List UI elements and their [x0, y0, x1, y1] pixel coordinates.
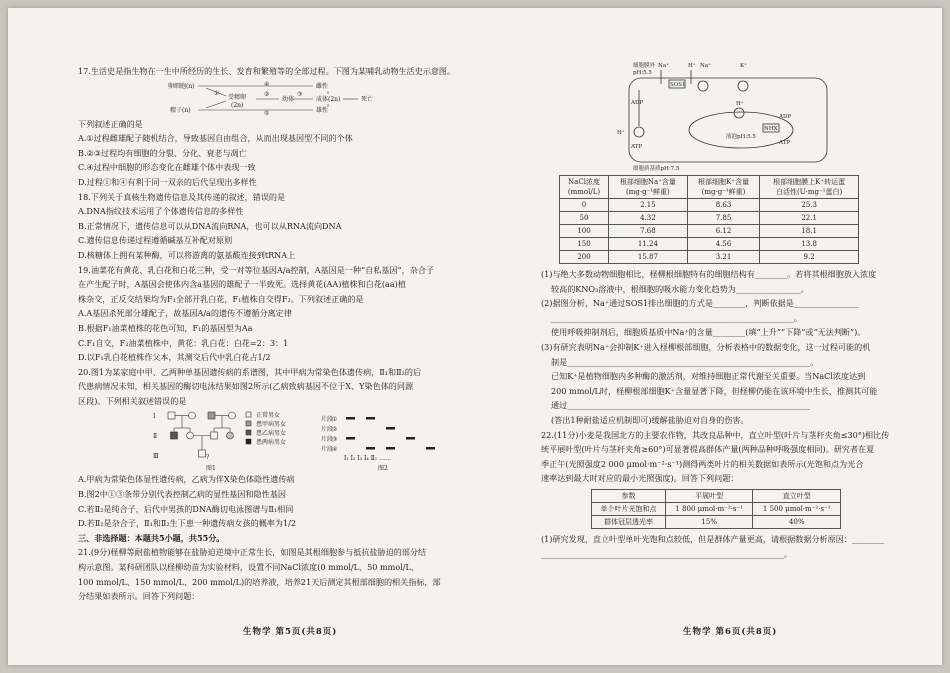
- q17-option-c: C.④过程中细胞的形态变化在雌雄个体中表现一致: [78, 162, 256, 173]
- cell-outside: 细胞膜外: [633, 63, 656, 69]
- q19-stem-1: 19.油菜花有黄花、乳白花和白花三种，受一对等位基因A/a控制，A基因是一种“自私基因”，杂合子: [78, 264, 435, 275]
- q22-stem-2: 统平展叶型(叶片与茎秆夹角≥60°)可显著提高群体产量(两种品种呼吸强度相同)。研究者在夏: [541, 444, 875, 455]
- left-page: [78, 64, 476, 604]
- q19-option-b: B.根据F₁油菜植株的花色可知，F₁的基因型为Aa: [78, 322, 253, 333]
- right-page: [541, 60, 921, 561]
- fig2-n4: ④: [332, 446, 338, 454]
- cell-na-top: Na⁺: [658, 63, 669, 69]
- pedigree-gen3: Ⅲ: [153, 453, 159, 461]
- footer-page-5: 生物学 第5页(共8页): [243, 627, 338, 637]
- pedigree-question: ?: [206, 454, 210, 462]
- fig2-n1: ①: [332, 416, 338, 424]
- nacl-table: [559, 175, 859, 264]
- q21-part-2a: (2)据图分析，Na⁺通过SOS1排出细胞的方式是________，判断依据是________________: [541, 298, 859, 309]
- q18-option-d: D.核糖体上拥有某种酶，可以将游离的氨基酸连接到tRNA上: [78, 249, 296, 260]
- legend-sq3: [246, 430, 251, 435]
- pedigree-gen2: Ⅱ: [153, 433, 158, 441]
- q21-part-2c: 使用呼吸抑制剂后，细胞质基质中Na⁺的含量________(填“上升”“下降”或“无法判断”)。: [551, 327, 866, 338]
- th-param: 参数: [592, 489, 666, 502]
- legend-a: 患甲病男女: [256, 421, 287, 429]
- q21-part-3f: (答出1种耐盐适应机制即可)缓解盐胁迫对自身的伤害。: [551, 414, 749, 425]
- dia-egg: 卵细胞(n): [168, 82, 195, 90]
- ped-ii-b: [227, 432, 234, 439]
- ped-i3: [208, 412, 215, 419]
- th-protein: 根部细胞膜上K⁺转运蛋 白活性(U·mg⁻¹蛋白): [760, 176, 859, 199]
- table-row: 单个叶片光饱和点 1 800 μmol·m⁻²·s⁻¹ 1 500 μmol·m⁻²·s⁻¹: [592, 502, 841, 515]
- dia-female: 雌性: [316, 82, 329, 90]
- q19-option-d: D.以F₁乳白花植株作父本，其测交后代中乳白花占1/2: [78, 352, 271, 363]
- q22-part-1-line: ____________________________________________________________。: [541, 548, 792, 559]
- cell-sos1: SOS1: [670, 82, 686, 88]
- dia-zygote: 受精卵: [228, 93, 247, 101]
- legend-b: 患乙病男女: [256, 430, 287, 438]
- life-cycle-svg: [78, 79, 476, 117]
- ped-i1: [168, 412, 175, 419]
- q19-stem-3: 株杂交，正反交结果均为F₁全部开乳白花，F₁植株自交得F₂。下列叙述正确的是: [78, 293, 364, 304]
- dia-n3: ③: [297, 90, 303, 98]
- th-flat: 平展叶型: [665, 489, 753, 502]
- cell-na-top2: Na⁺: [700, 63, 711, 69]
- fig2-row1: 片段: [321, 416, 334, 424]
- q19-option-c: C.F₁自交，F₂油菜植株中，黄花：乳白花：白花=2：3：1: [78, 337, 289, 348]
- th-k: 根部细胞K⁺含量 (mg·g⁻¹鲜重): [687, 176, 759, 199]
- dia-male: 雄性: [316, 106, 329, 114]
- table-row: 50 4.32 7.85 22.1: [560, 212, 859, 225]
- legend-sq2: [246, 421, 251, 426]
- fig1-label: 图1: [206, 465, 216, 473]
- table-row: 200 15.87 3.21 9.2: [560, 251, 859, 264]
- q20-figures: [78, 408, 476, 472]
- cell-k-top: K⁺: [740, 63, 748, 69]
- q18-option-a: A.DNA指纹技术运用了个体遗传信息的多样性: [78, 206, 244, 217]
- q20-option-d: D.若Ⅱ₂是杂合子，Ⅱ₁和Ⅱ₂生下患一种遗传病女孩的概率为1/2: [78, 518, 297, 529]
- cell-cytoplasm: 细胞质基质pH:7.5: [633, 166, 680, 172]
- dia-n2: ②: [264, 90, 270, 98]
- q21-part-3c: 已知K⁺是植物细胞内多种酶的激活剂，对维持细胞正常代谢至关重要。当NaCl浓度达到: [551, 371, 866, 382]
- fig2-n3: ③: [332, 436, 338, 444]
- dia-n5: ⑤: [264, 109, 270, 117]
- q21-part-3e: 通过____________________________________________________________: [551, 400, 811, 411]
- pedigree-gen1: Ⅰ: [153, 413, 156, 421]
- q20-stem-3: 区段)。下列相关叙述错误的是: [78, 395, 187, 406]
- q21-part-3b: 制是____________________________________________________________。: [551, 356, 819, 367]
- root-cell-diagram: [541, 60, 921, 172]
- table-row: 100 7.68 6.12 18.1: [560, 225, 859, 238]
- cell-h-mid: H⁺: [736, 101, 744, 107]
- vac-pump: [734, 108, 744, 118]
- fig2-row3: 片段: [321, 436, 334, 444]
- q22-stem-3: 季正午(光照强度2 000 μmol·m⁻²·s⁻¹)测得两类叶片的相关数据如表所示(光饱和点为光合: [541, 458, 864, 469]
- table-row: 群体冠层透光率 15% 40%: [592, 515, 841, 528]
- q21-stem-4: 分结果如表所示。回答下列问题：: [78, 591, 200, 602]
- ped-iii: [199, 450, 206, 457]
- q22-stem-4: 速率达到最大时对应的最小光照强度)。回答下列问题：: [541, 473, 739, 484]
- ped-i4: [229, 412, 236, 419]
- cell-adp: ADP: [631, 100, 644, 106]
- cell-h-left: H⁺: [617, 130, 625, 136]
- cell-ph-out: pH:5.5: [633, 70, 652, 76]
- q21-stem-2: 构示意图。某科研团队以柽柳幼苗为实验材料，设置不同NaCl浓度(0 mmol/L、50 mmol/L、: [78, 562, 419, 573]
- leaf-table: [591, 489, 841, 529]
- fig2-row4: 片段: [321, 446, 334, 454]
- cell-atp2: ATP: [779, 140, 791, 146]
- leaf-table-header: [592, 489, 841, 502]
- q17-stem: 17.生活史是指生物在一生中所经历的生长、发育和繁殖等的全部过程。下图为某哺乳动物生活史示意图。: [78, 66, 456, 76]
- q20-option-c: C.若Ⅱ₂是纯合子，后代中男孩的DNA酶切电泳图谱与Ⅱ₁相同: [78, 503, 294, 514]
- q21-part-1a: (1)与绝大多数动物细胞相比，柽柳根细胞特有的细胞结构有________。若将其根细胞放入浓度: [541, 269, 877, 279]
- exam-sheet: [8, 8, 942, 665]
- cell-membrane: [629, 78, 827, 162]
- q17-option-d: D.过程①和④有利于同一双亲的后代呈现出多样性: [78, 176, 257, 187]
- q22-stem-1: 22.(11分)小麦是我国北方的主要农作物，其改良品种中，直立叶型(叶片与茎秆夹角≤30°)相比传: [541, 429, 890, 440]
- table-row: 0 2.15 8.63 25.3: [560, 199, 859, 212]
- q17-question: 下列叙述正确的是: [78, 118, 143, 129]
- k-channel: [738, 81, 748, 91]
- cell-nhx: NHX: [764, 126, 778, 132]
- cell-adp2: ADP: [779, 114, 792, 120]
- q21-part-3d: 200 mmol/L时，柽柳根部细胞K⁺含量显著下降，但柽柳仍能在该环境中生长，推测其可能: [551, 385, 878, 396]
- q18-option-b: B.正常情况下，遗传信息可以从DNA流向RNA，也可以从RNA流向DNA: [78, 220, 342, 231]
- q17-option-a: A.①过程雌雄配子随机结合，导致基因自由组合，从而出现基因型不同的个体: [78, 133, 353, 144]
- th-na: 根部细胞Na⁺含量 (mg·g⁻¹鲜重): [609, 176, 688, 199]
- dia-n1: ①: [214, 89, 220, 97]
- dia-zygote2: (2n): [231, 101, 244, 109]
- ped-ii-1: [187, 432, 194, 439]
- cell-h-top: H⁺: [688, 63, 696, 69]
- q19-option-a: A.A基因杀死部分雄配子，故基因A/a的遗传不遵循分离定律: [78, 308, 292, 319]
- legend-sq1: [246, 412, 251, 417]
- fig2-n2: ②: [332, 426, 338, 434]
- pedigree-svg: [78, 408, 476, 472]
- q20-stem-2: 代患病情况未知，相关基因的酶切电泳结果如图2所示(乙病致病基因不位于X、Y染色体的同源: [78, 381, 414, 392]
- fig2-row2: 片段: [321, 426, 334, 434]
- q17-option-b: B.②③过程均有细胞的分裂、分化、衰老与凋亡: [78, 147, 247, 158]
- q18-option-c: C.遗传信息传递过程遵循碱基互补配对原则: [78, 235, 233, 246]
- dia-adult: 成体(2n): [316, 95, 341, 103]
- q20-option-b: B.图2中①③条带分别代表控制乙病的显性基因和隐性基因: [78, 489, 286, 500]
- life-cycle-diagram: [78, 79, 476, 117]
- section-3-heading: 三、非选择题：本题共5小题，共55分。: [78, 532, 225, 543]
- fig2-cols: Ⅰ₁ Ⅰ₂ Ⅰ₃ Ⅰ₄ Ⅱ₁ ……: [344, 455, 392, 463]
- nacl-table-header: [560, 176, 859, 199]
- fig2-label: 图2: [378, 465, 388, 473]
- dia-death: 死亡: [361, 95, 374, 103]
- na-channel: [698, 81, 708, 91]
- ped-i2: [189, 412, 196, 419]
- q21-stem-3: 100 mmol/L、150 mmol/L、200 mmol/L)的培养液，培养21天后测定其根部细胞的相关指标，部: [78, 576, 441, 587]
- q18-stem: 18.下列关于真核生物遗传信息及其传递的叙述，错误的是: [78, 191, 286, 202]
- q20-option-a: A.甲病为常染色体显性遗传病，乙病为伴X染色体隐性遗传病: [78, 474, 295, 485]
- dia-sperm: 精子(n): [170, 106, 191, 114]
- cell-svg: [541, 60, 921, 172]
- cell-vacuole: 液泡pH:5.5: [726, 134, 756, 140]
- q21-part-1b: 较高的KNO₃溶液中，根细胞的吸水能力变化趋势为________________。: [551, 283, 809, 294]
- q21-stem-1: 21.(9分)柽柳等耐盐植物能够在盐胁迫逆境中正常生长，如图是其根细胞参与抵抗盐胁迫的部分结: [78, 547, 427, 558]
- footer-page-6: 生物学 第6页(共8页): [683, 627, 778, 637]
- ped-ii-a: [171, 432, 178, 439]
- legend-sq4: [246, 439, 251, 444]
- table-row: 150 11.24 4.56 13.8: [560, 238, 859, 251]
- q21-part-3a: (3)有研究表明Na⁺会抑制K⁺进入柽柳根部细胞，分析表格中的数据变化，这一过程可能的机: [541, 341, 871, 352]
- th-erect: 直立叶型: [753, 489, 841, 502]
- cell-atp: ATP: [631, 144, 643, 150]
- th-nacl: NaCl浓度 (mmol/L): [560, 176, 609, 199]
- q19-stem-2: 在产生配子时，A基因会使体内含a基因的雄配子一半致死。选择黄花(AA)植株和白花(aa)植: [78, 279, 406, 290]
- ped-ii-2: [211, 432, 218, 439]
- q22-part-1: (1)研究发现，直立叶型单叶光饱和点较低，但是群体产量更高，请根据数据分析原因：________: [541, 533, 885, 544]
- dia-young: 幼体: [282, 95, 295, 103]
- q21-part-2b: ____________________________________________________________。: [551, 312, 802, 323]
- legend-both: 患两病男女: [256, 439, 287, 447]
- h-pump: [634, 127, 644, 137]
- legend-normal: 正常男女: [256, 412, 281, 420]
- gel-bands: [346, 417, 435, 450]
- q20-stem-1: 20.图1为某家庭中甲、乙两种单基因遗传病的系谱图，其中甲病为常染色体遗传病，Ⅱ₁和Ⅱ₂的后: [78, 366, 422, 377]
- dia-n4: ④: [264, 80, 270, 88]
